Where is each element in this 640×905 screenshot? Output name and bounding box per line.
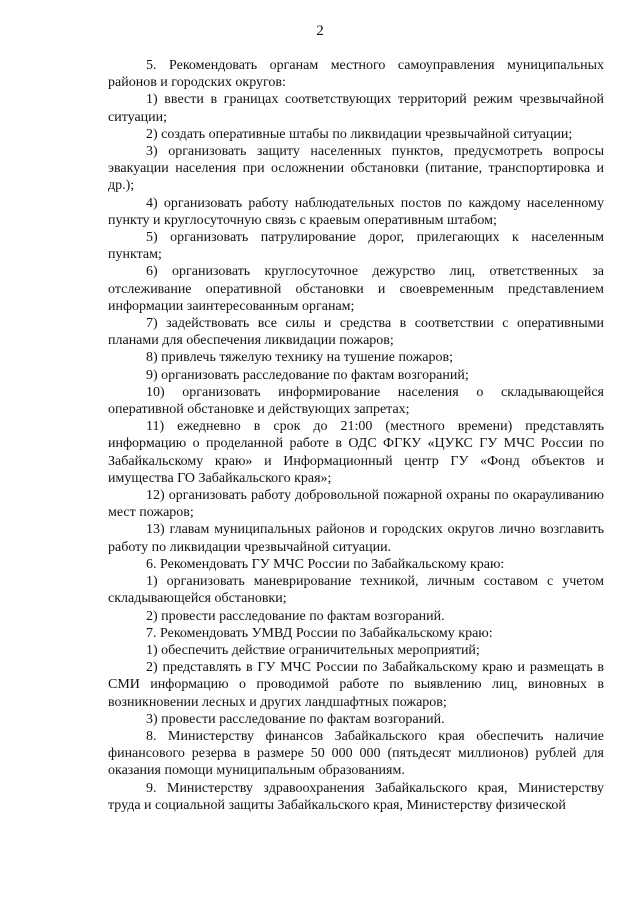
paragraph: 1) обеспечить действие ограничительных мероприятий;	[146, 642, 480, 658]
paragraph: 5. Рекомендовать органам местного самоуправления муниципальных районов и городских округов:	[108, 58, 604, 91]
document-body	[108, 57, 604, 814]
paragraph: 2) создать оперативные штабы по ликвидации чрезвычайной ситуации;	[146, 126, 573, 142]
paragraph: 6) организовать круглосуточное дежурство лиц, ответственных за отслеживание оперативной обстановки и своевременным представлением информации заинтересованным органам;	[108, 264, 604, 314]
paragraph: 3) организовать защиту населенных пунктов, предусмотреть вопросы эвакуации населения при осложнении обстановки (питание, транспортировка и др.);	[108, 144, 604, 194]
paragraph: 5) организовать патрулирование дорог, прилегающих к населенным пунктам;	[108, 230, 604, 263]
paragraph: 12) организовать работу добровольной пожарной охраны по окарауливанию мест пожаров;	[108, 488, 604, 521]
paragraph: 7. Рекомендовать УМВД России по Забайкальскому краю:	[146, 625, 493, 641]
paragraph: 1) организовать маневрирование техникой, личным составом с учетом складывающейся обстановки;	[108, 574, 604, 607]
paragraph: 11) ежедневно в срок до 21:00 (местного времени) представлять информацию о проделанной работе в ОДС ФГКУ «ЦУКС ГУ МЧС России по Забайкальскому краю» и Информационный центр ГУ «Фонд объектов и имущества ГО Забайкальского края»;	[108, 419, 604, 486]
paragraph: 10) организовать информирование населения о складывающейся оперативной обстановке и действующих запретах;	[108, 384, 604, 418]
paragraph: 3) провести расследование по фактам возгораний.	[146, 711, 445, 727]
paragraph: 13) главам муниципальных районов и городских округов лично возглавить работу по ликвидации чрезвычайной ситуации.	[108, 522, 604, 555]
paragraph: 2) провести расследование по фактам возгораний.	[146, 608, 445, 624]
paragraph: 8) привлечь тяжелую технику на тушение пожаров;	[146, 350, 453, 366]
paragraph: 9. Министерству здравоохранения Забайкальского края, Министерству труда и социальной защиты Забайкальского края, Министерству физической	[108, 780, 604, 813]
paragraph: 2) представлять в ГУ МЧС России по Забайкальскому краю и размещать в СМИ информацию о проводимой работе по выявлению лиц, виновных в возникновении лесных и других ландшафтных пожаров;	[108, 660, 604, 710]
paragraph: 6. Рекомендовать ГУ МЧС России по Забайкальскому краю:	[146, 556, 505, 572]
page-number: 2	[316, 23, 324, 39]
paragraph: 7) задействовать все силы и средства в соответствии с оперативными планами для обеспечения ликвидации пожаров;	[108, 316, 604, 349]
paragraph: 8. Министерству финансов Забайкальского края обеспечить наличие финансового резерва в размере 50 000 000 (пятьдесят миллионов) рублей для оказания помощи муниципальным образованиям.	[108, 728, 604, 779]
paragraph: 4) организовать работу наблюдательных постов по каждому населенному пункту и круглосуточную связь с краевым оперативным штабом;	[108, 195, 604, 228]
paragraph: 1) ввести в границах соответствующих территорий режим чрезвычайной ситуации;	[108, 92, 604, 125]
paragraph: 9) организовать расследование по фактам возгораний;	[146, 367, 469, 383]
